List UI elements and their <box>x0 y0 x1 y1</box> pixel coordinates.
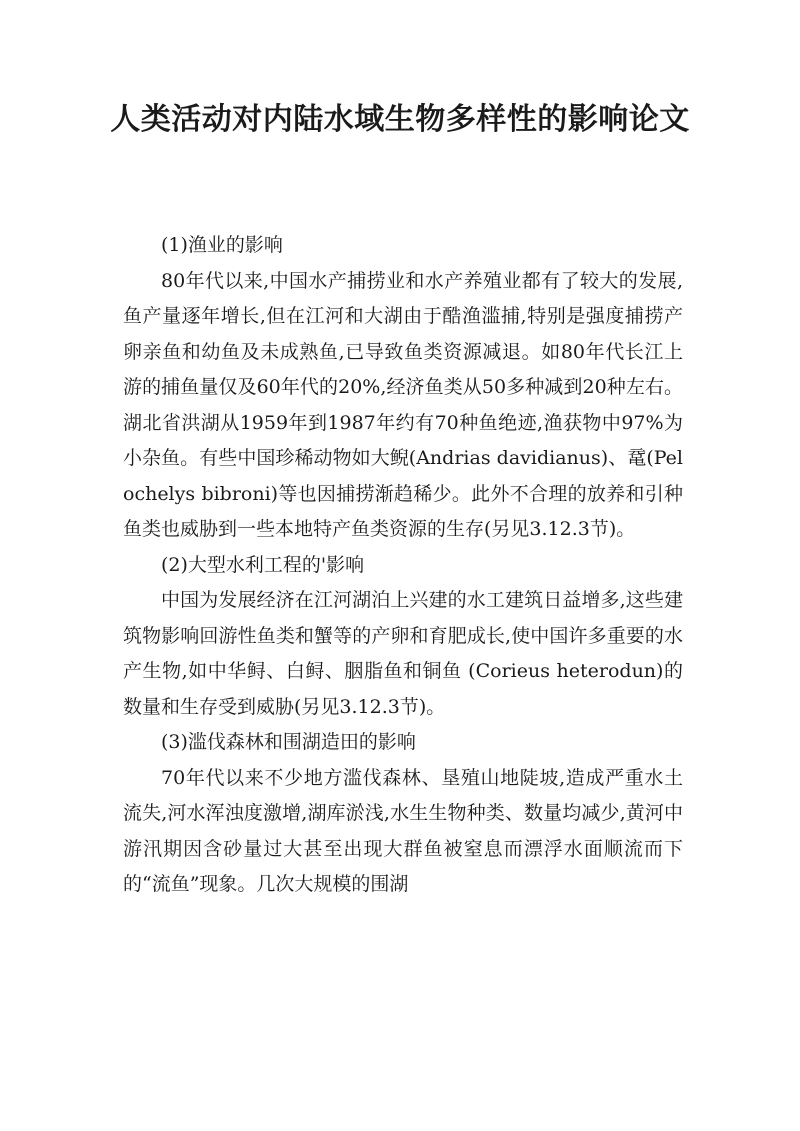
section-heading-deforestation: (3)滥伐森林和围湖造田的影响 <box>161 731 416 753</box>
section-heading-fishery: (1)渔业的影响 <box>161 234 283 256</box>
paragraph-fishery: 80年代以来,中国水产捕捞业和水产养殖业都有了较大的发展,鱼产量逐年增长,但在江河和大湖由于酷渔滥捕,特别是强度捕捞产卵亲鱼和幼鱼及未成熟鱼,已导致鱼类资源减退。如80年代长江上游的捕鱼量仅及60年代的20%,经济鱼类从50多种减到20种左右。湖北省洪湖从1959年到1987年约有70种鱼绝迹,渔获物中97%为小杂鱼。有些中国珍稀动物如大鲵(Andrias davidianus)、鼋(Pelochelys bibroni)等也因捕捞渐趋稀少。此外不合理的放养和引种鱼类也威胁到一些本地特产鱼类资源的生存(另见3.12.3节)。 <box>123 269 683 540</box>
paragraph-water-projects: 中国为发展经济在江河湖泊上兴建的水工建筑日益增多,这些建筑物影响回游性鱼类和蟹等的产卵和育肥成长,使中国许多重要的水产生物,如中华鲟、白鲟、胭脂鱼和铜鱼 (Corieus heterodun)的数量和生存受到威胁(另见3.12.3节)。 <box>123 589 683 718</box>
paragraph-deforestation: 70年代以来不少地方滥伐森林、垦殖山地陡坡,造成严重水土流失,河水浑浊度激增,湖库淤浅,水生生物种类、数量均减少,黄河中游汛期因含砂量过大甚至出现大群鱼被窒息而漂浮水面顺流而下的“流鱼”现象。几次大规模的围湖 <box>123 766 683 895</box>
document-title: 人类活动对内陆水域生物多样性的影响论文 <box>110 102 690 137</box>
document-body <box>123 228 683 903</box>
section-heading-water-projects: (2)大型水利工程的'影响 <box>161 553 365 576</box>
